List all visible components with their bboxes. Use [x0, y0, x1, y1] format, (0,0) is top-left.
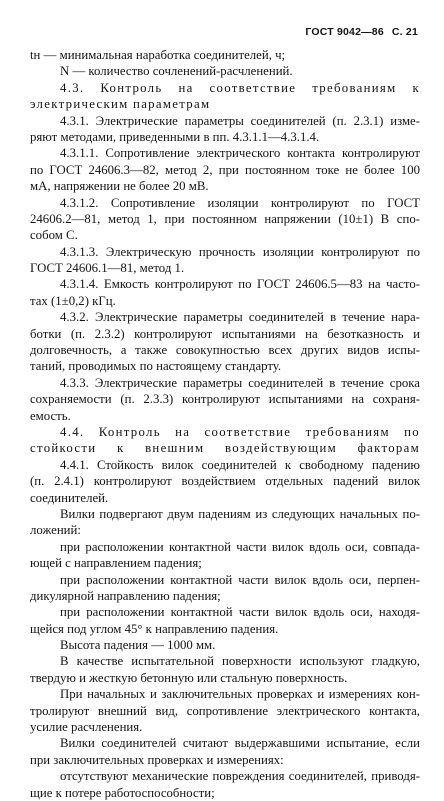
text-line: ложений: [30, 523, 81, 538]
text-line: При начальных и заключительных проверках и измерениях кон- [60, 687, 420, 702]
text-line: сохраняемости (п. 2.3.3) контролируют испытаниями на сохраня- [30, 392, 420, 407]
text-line: усилие расчленения. [30, 720, 143, 735]
text-line: 4.3.1.1. Сопротивление электрического контакта контролируют [60, 146, 420, 161]
text-line: В качестве испытательной поверхности используют гладкую, [60, 654, 420, 669]
text-line: мА, напряжении не более 20 мВ. [30, 179, 209, 194]
text-line: собом С. [30, 228, 78, 243]
text-line: ряют методами, приведенными в пп. 4.3.1.1—4.3.1.4. [30, 129, 320, 144]
text-line: щейся под углом 45° к направлению падения. [30, 621, 279, 636]
document-body [30, 47, 420, 801]
text-line: емость. [30, 408, 71, 423]
text-line: 4.3.3. Электрические параметры соединителей в течение срока [60, 375, 420, 390]
text-line: Вилки подвергают двум падениям из следующих начальных по- [60, 506, 420, 521]
page-header [305, 26, 418, 38]
text-line: тах (1±0,2) кГц. [30, 293, 116, 308]
text-line: тролируют внешний вид, сопротивление электрического контакта, [30, 703, 420, 718]
text-line: Вилки соединителей считают выдержавшими испытание, если [60, 736, 420, 751]
text-line: твердую и жесткую бетонную или стальную поверхность. [30, 670, 348, 685]
text-line: tн — минимальная наработка соединителей, ч; [30, 48, 286, 62]
text-line: 4.3.1. Электрические параметры соединителей (п. 2.3.1) изме- [60, 113, 420, 128]
text-line: при расположении контактной части вилок вдоль оси, находя- [60, 605, 420, 620]
text-line: 4.3.2. Электрические параметры соединителей в течение нара- [60, 310, 420, 325]
text-line: 24606.2—81, метод 1, при постоянном напряжении (10±1) В спо- [30, 211, 420, 226]
page-number: С. 21 [391, 26, 418, 38]
section-heading: электрическим параметрам [30, 97, 211, 112]
text-line: отсутствуют механические повреждения соединителей, приводя- [60, 769, 420, 784]
text-line: ботки (п. 2.3.2) контролируют испытаниями на безотказность и [30, 326, 420, 341]
text-line: щие к потере работоспособности; [30, 785, 215, 800]
text-line: по ГОСТ 24606.3—82, метод 2, при постоянном токе не более 100 [30, 162, 420, 177]
standard-number: ГОСТ 9042—86 [305, 26, 384, 38]
text-line: 4.3.1.4. Емкость контролируют по ГОСТ 24606.5—83 на часто- [60, 277, 420, 292]
text-line: при расположении контактной части вилок вдоль оси, перпен- [60, 572, 420, 587]
section-heading: стойкости к внешним воздействующим факторам [30, 441, 420, 456]
text-line: (п. 2.4.1) контролируют воздействием отдельных падений вилок [30, 474, 420, 489]
text-line: соединителей. [30, 490, 109, 505]
text-line: 4.3.1.2. Сопротивление изоляции контролируют по ГОСТ [60, 195, 420, 210]
text-line: таний, проводимых по настоящему стандарту. [30, 359, 282, 374]
text-line: Высота падения — 1000 мм. [60, 638, 216, 653]
text-line: 4.4.1. Стойкость вилок соединителей к свободному падению [60, 457, 420, 472]
text-line: 4.3.1.3. Электрическую прочность изоляции контролируют по [60, 244, 420, 259]
text-line: при заключительных проверках и измерениях: [30, 752, 284, 767]
text-line: долговечность, а также совокупностью всех других видов испы- [30, 343, 420, 358]
text-line: при расположении контактной части вилок вдоль оси, совпада- [60, 539, 420, 554]
text-line: N — количество сочленений-расчленений. [60, 64, 293, 79]
section-heading: 4.3. Контроль на соответствие требованиям к [60, 80, 420, 95]
text-line: дикулярной направлению падения; [30, 588, 221, 603]
text-line: ющей с направлением падения; [30, 556, 202, 571]
section-heading: 4.4. Контроль на соответствие требованиям по [60, 424, 420, 439]
text-line: ГОСТ 24606.1—81, метод 1. [30, 261, 185, 276]
